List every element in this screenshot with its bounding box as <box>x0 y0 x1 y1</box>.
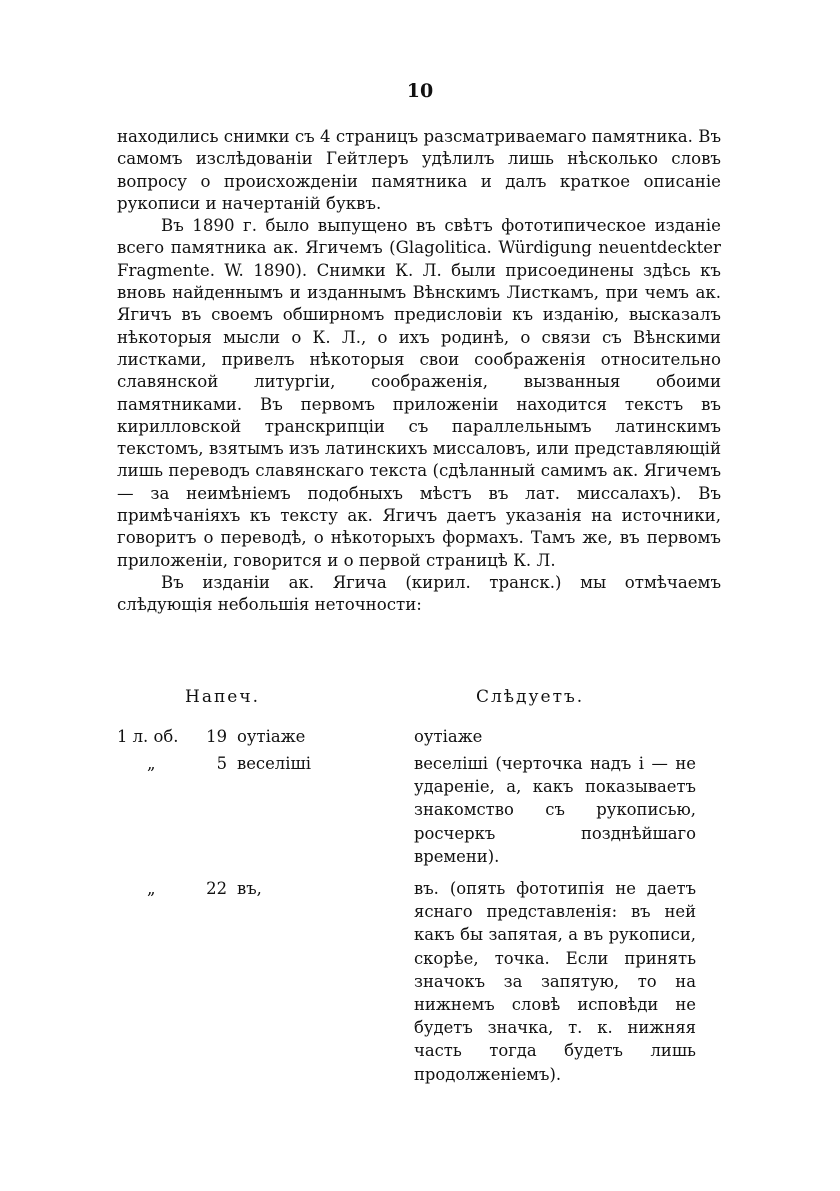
body-text <box>117 126 721 617</box>
paragraph-2: Въ 1890 г. было выпущено въ свѣтъ фототипическое изданіе всего памятника ак. Ягичемъ (Glagolitica. Würdigung neuentdeckter Fragmente. W. 1890). Снимки К. Л. были присоединены здѣсь къ вновь найденнымъ и изданнымъ Вѣнскимъ Листкамъ, при чемъ ак. Ягичъ въ своемъ обширномъ предисловіи къ изданію, высказалъ нѣкоторыя мысли о К. Л., о ихъ родинѣ, о связи съ Вѣнскими листками, привелъ нѣкоторыя свои соображенія относительно славянской литургіи, соображенія, вызванныя обоими памятниками. Въ первомъ приложеніи находится текстъ въ кирилловской транскрипціи съ параллельнымъ латинскимъ текстомъ, взятымъ изъ латинскихъ миссаловъ, или представляющій лишь переводъ славянскаго текста (сдѣланный самимъ ак. Ягичемъ — за неимѣніемъ подобныхъ мѣстъ въ лат. миссалахъ). Въ примѣчаніяхъ къ тексту ак. Ягичъ даетъ указанія на источники, говоритъ о переводѣ, о нѣкоторыхъ формахъ. Тамъ же, въ первомъ приложеніи, говорится и о первой страницѣ К. Л. <box>117 216 721 570</box>
row-page-ref: „ <box>147 754 156 773</box>
row-printed: веселіші <box>237 754 311 773</box>
row-correct: въ. (опять фототипія не даетъ яснаго представленія: въ ней какъ бы запятая, а въ рукописи, скорѣе, точка. Если принять значокъ за запятую, то на нижнемъ словѣ исповѣди не будетъ значка, т. к. нижняя часть тогда будетъ лишь продолженіемъ). <box>414 879 696 1084</box>
paragraph-3: Въ изданіи ак. Ягича (кирил. транск.) мы отмѣчаемъ слѣдующія небольшія неточности: <box>117 572 721 615</box>
page-number: 10 <box>406 80 434 102</box>
row-printed: оутіаже <box>237 727 306 746</box>
row-page-ref: 1 л. об. <box>117 727 179 746</box>
row-printed: въ, <box>237 879 262 898</box>
row-line-number: 5 <box>216 754 227 773</box>
header-correct: Слѣдуетъ. <box>476 687 585 707</box>
row-line-number: 22 <box>206 879 227 898</box>
row-correct: веселіші (черточка надъ і — не удареніе, а, какъ показываетъ знакомство съ рукописью, росчеркъ позднѣйшаго времени). <box>414 754 696 866</box>
row-line-number: 19 <box>206 727 227 746</box>
paragraph-1: находились снимки съ 4 страницъ разсматриваемаго памятника. Въ самомъ изслѣдованіи Гейтлеръ удѣлилъ лишь нѣсколько словъ вопросу о происхожденіи памятника и далъ краткое описаніе рукописи и начертаній буквъ. <box>117 127 721 213</box>
row-correct: оутіаже <box>414 727 483 746</box>
header-printed: Напеч. <box>185 687 260 707</box>
row-page-ref: „ <box>147 879 156 898</box>
